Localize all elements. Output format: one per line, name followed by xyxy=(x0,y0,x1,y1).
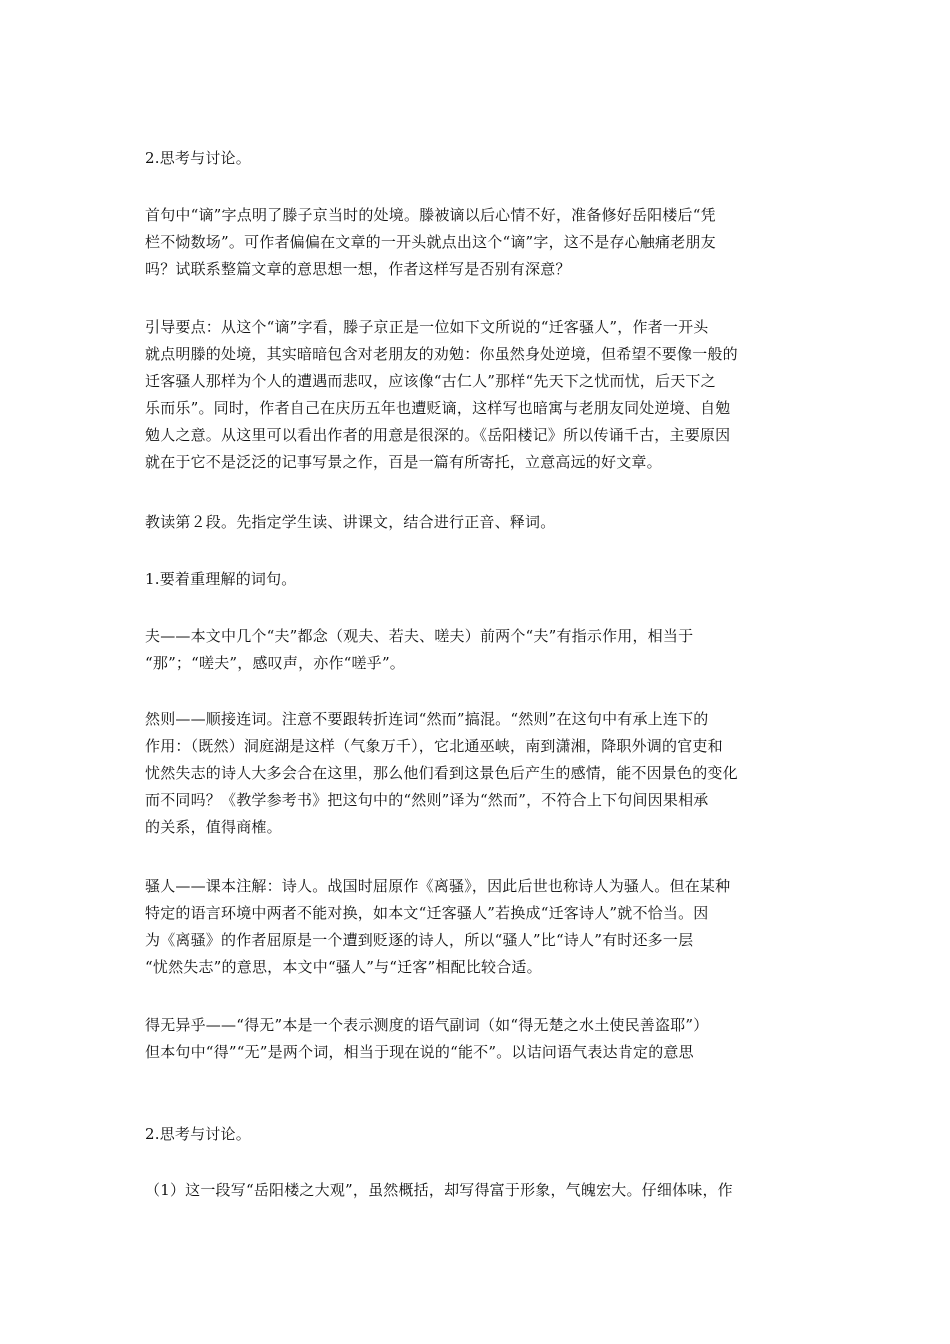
paragraph-term-ranze xyxy=(145,706,815,841)
paragraph-term-saoren xyxy=(145,873,815,981)
text-line: “那”；“嗟夫”，感叹声，亦作“嗟乎”。 xyxy=(145,654,406,672)
text-line: 为《离骚》的作者屈原是一个遭到贬逐的诗人，所以“骚人”比“诗人”有时还多一层 xyxy=(145,931,694,949)
paragraph-term-fu xyxy=(145,623,815,677)
text-line: 忧然失志的诗人大多会合在这里，那么他们看到这景色后产生的感情，能不因景色的变化 xyxy=(145,764,738,782)
text-line: 骚人——课本注解：诗人。战国时屈原作《离骚》，因此后世也称诗人为骚人。但在某种 xyxy=(145,877,731,895)
text-line: 迁客骚人那样为个人的遭遇而悲叹，应该像“古仁人”那样“先天下之忧而忧，后天下之 xyxy=(145,372,716,390)
text-line: 的关系，值得商榷。 xyxy=(145,818,282,836)
text-line: 就点明滕的处境，其实暗暗包含对老朋友的劝勉：你虽然身处逆境，但希望不要像一般的 xyxy=(145,345,738,363)
text-line: 但本句中“得”“无”是两个词，相当于现在说的“能不”。以诘问语气表达肯定的意思 xyxy=(145,1043,694,1061)
text-line: （1）这一段写“岳阳楼之大观”，虽然概括，却写得富于形象，气魄宏大。仔细体味，作 xyxy=(145,1181,733,1199)
text-line: 得无异乎——“得无”本是一个表示测度的语气副词（如“得无楚之水土使民善盗耶”） xyxy=(145,1016,709,1034)
paragraph-question-zhe xyxy=(145,202,815,283)
text-line: 首句中“谪”字点明了滕子京当时的处境。滕被谪以后心情不好，准备修好岳阳楼后“凭 xyxy=(145,206,716,224)
paragraph-question-1 xyxy=(145,1177,815,1204)
text-line: 引导要点：从这个“谪”字看，滕子京正是一位如下文所说的“迁客骚人”，作者一开头 xyxy=(145,318,709,336)
section-heading-key-phrases xyxy=(145,566,815,593)
text-line: 2.思考与讨论。 xyxy=(145,149,251,167)
section-heading-think-discuss xyxy=(145,145,815,172)
text-line: 栏不恸数场”。可作者偏偏在文章的一开头就点出这个“谪”字，这不是存心触痛老朋友 xyxy=(145,233,716,251)
text-line: 特定的语言环境中两者不能对换，如本文“迁客骚人”若换成“迁客诗人”就不恰当。因 xyxy=(145,904,709,922)
text-line: “忧然失志”的意思，本文中“骚人”与“迁客”相配比较合适。 xyxy=(145,958,542,976)
text-line: 教读第２段。先指定学生读、讲课文，结合进行正音、释词。 xyxy=(145,513,556,531)
text-line: 而不同吗？《教学参考书》把这句中的“然则”译为“然而”，不符合上下句间因果相承 xyxy=(145,791,709,809)
text-line: 吗？试联系整篇文章的意思想一想，作者这样写是否别有深意？ xyxy=(145,260,571,278)
text-line: 就在于它不是泛泛的记事写景之作，百是一篇有所寄托，立意高远的好文章。 xyxy=(145,453,662,471)
text-line: 1.要着重理解的词句。 xyxy=(145,570,297,588)
text-line: 勉人之意。从这里可以看出作者的用意是很深的。《岳阳楼记》所以传诵千古，主要原因 xyxy=(145,426,731,444)
text-line: 夫——本文中几个“夫”都念（观夫、若夫、嗟夫）前两个“夫”有指示作用，相当于 xyxy=(145,627,694,645)
section-heading-think-discuss-2 xyxy=(145,1121,815,1148)
text-line: 作用：（既然）洞庭湖是这样（气象万千），它北通巫峡，南到潇湘，降职外调的官吏和 xyxy=(145,737,723,755)
text-line: 然则——顺接连词。注意不要跟转折连词“然而”搞混。“然则”在这句中有承上连下的 xyxy=(145,710,709,728)
text-line: 乐而乐”。同时，作者自己在庆历五年也遭贬谪，这样写也暗寓与老朋友同处逆境、自勉 xyxy=(145,399,731,417)
paragraph-guidance-points xyxy=(145,314,815,476)
paragraph-teaching-section2 xyxy=(145,509,815,536)
text-line: 2.思考与讨论。 xyxy=(145,1125,251,1143)
paragraph-term-dewuyihu xyxy=(145,1012,815,1066)
